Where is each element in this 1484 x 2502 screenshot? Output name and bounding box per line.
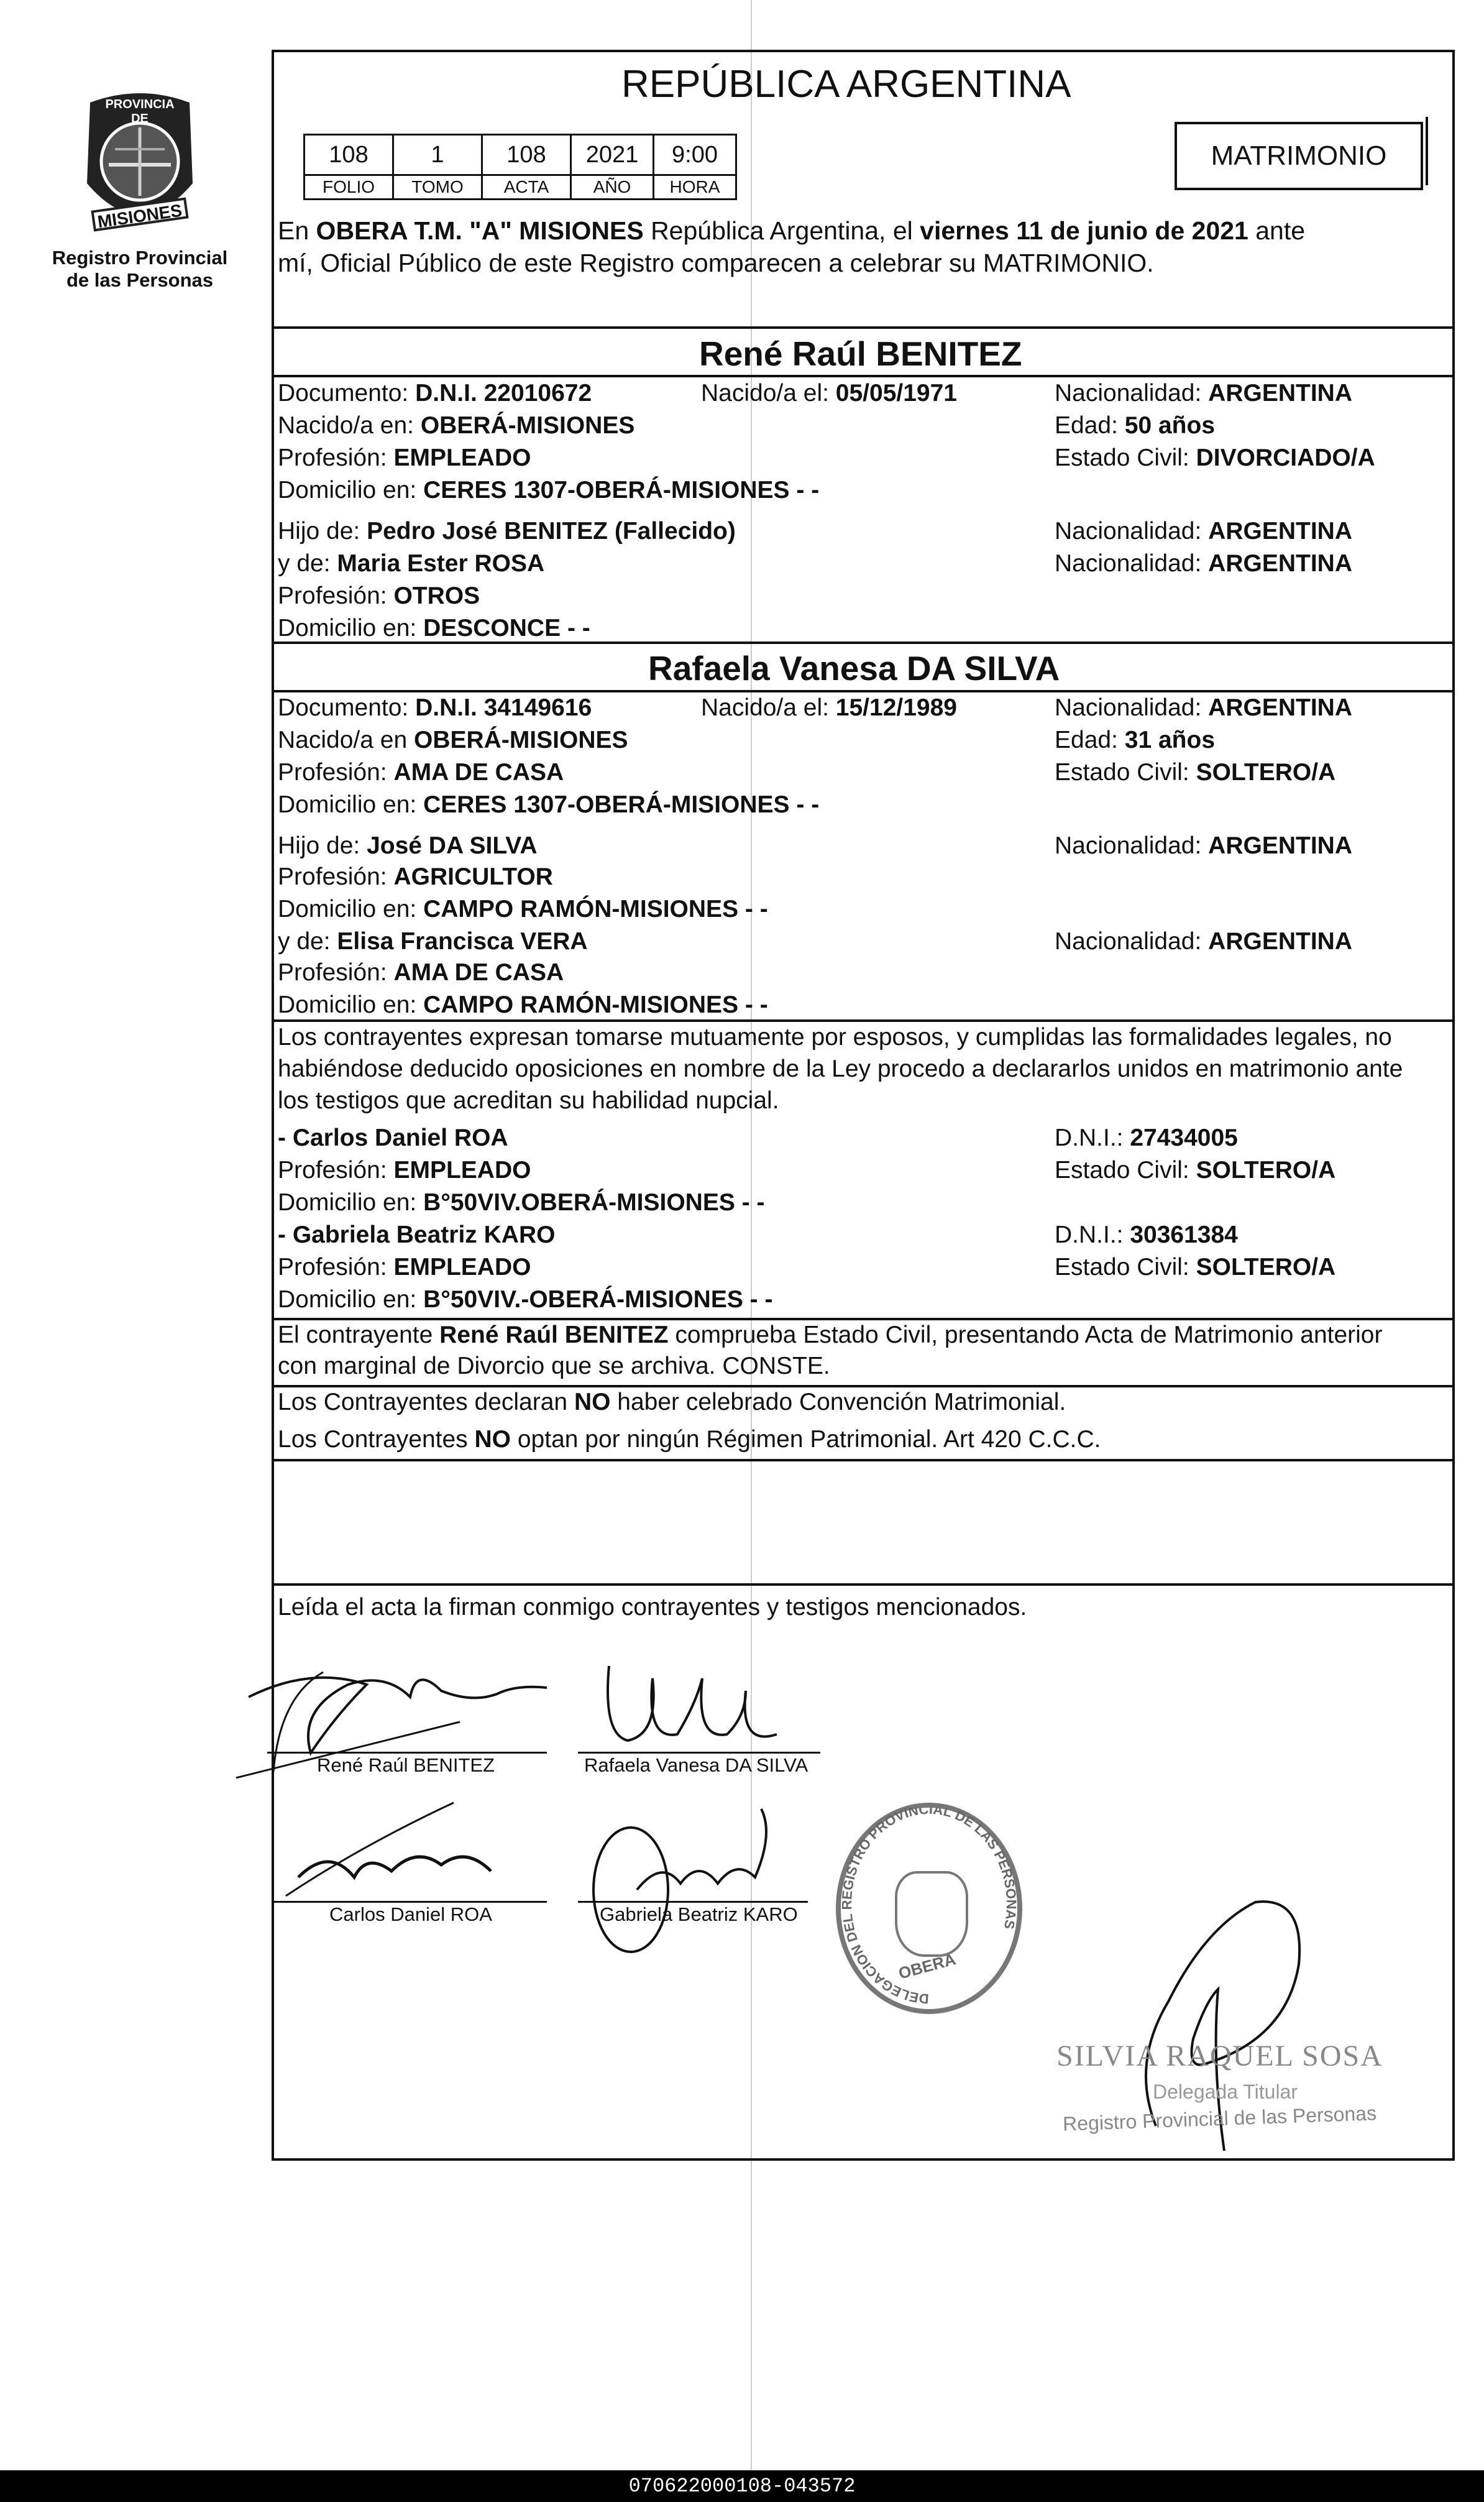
label: D.N.I.: <box>1055 1221 1130 1248</box>
intro-text: ante <box>1248 216 1306 245</box>
label: Nacido/a el: <box>701 380 836 407</box>
bride-father-nationality <box>1055 830 1352 862</box>
logo-ribbon-text: MISIONES <box>96 200 183 232</box>
text: optan por ningún Régimen Patrimonial. Art 420 C.C.C. <box>511 1426 1101 1453</box>
label: Domicilio en: <box>278 896 424 922</box>
page-title: REPÚBLICA ARGENTINA <box>621 63 1071 106</box>
civil-status-note-line1 <box>278 1319 1383 1351</box>
value: SOLTERO/A <box>1196 1254 1336 1281</box>
witness2-civil-status <box>1055 1251 1335 1284</box>
label: Nacionalidad: <box>1055 550 1209 577</box>
value: ARGENTINA <box>1208 694 1353 721</box>
label: Profesión: <box>278 582 394 609</box>
tomo-label: TOMO <box>393 175 482 200</box>
label: y de: <box>278 928 337 955</box>
label: Domicilio en: <box>278 615 424 642</box>
text: comprueba Estado Civil, presentando Acta de Matrimonio anterior <box>668 1322 1383 1348</box>
label: Estado Civil: <box>1055 759 1196 786</box>
groom-parents-address <box>278 612 590 645</box>
label: Hijo de: <box>278 518 367 545</box>
value: SOLTERO/A <box>1196 759 1336 786</box>
value: 30361384 <box>1130 1221 1238 1248</box>
label: Estado Civil: <box>1055 444 1196 471</box>
logo-arc-text: PROVINCIA DE <box>105 98 175 126</box>
bride-father-address <box>278 893 768 926</box>
value: ARGENTINA <box>1208 928 1353 955</box>
bride-age <box>1055 724 1215 757</box>
groom-address <box>278 474 819 507</box>
value: DESCONCE - - <box>423 615 590 642</box>
witness2-name: - Gabriela Beatriz KARO <box>278 1221 556 1248</box>
groom-age <box>1055 410 1215 442</box>
label: Nacionalidad: <box>1055 694 1209 721</box>
value: OBERÁ-MISIONES <box>420 412 635 439</box>
anio-value: 2021 <box>571 135 654 175</box>
bride-signature-line <box>578 1752 820 1754</box>
label: Nacido/a en <box>278 727 414 753</box>
witness1-name: - Carlos Daniel ROA <box>278 1125 508 1151</box>
value: 15/12/1989 <box>835 694 957 721</box>
label: Documento: <box>278 380 416 407</box>
text: Los Contrayentes <box>278 1426 475 1453</box>
note-name: René Raúl BENITEZ <box>439 1322 669 1348</box>
record-meta-table <box>303 134 737 200</box>
label: Nacionalidad: <box>1055 518 1209 545</box>
groom-nationality <box>1055 377 1352 410</box>
label: Nacido/a en: <box>278 412 421 439</box>
no-text: NO <box>474 1426 511 1453</box>
value: AMA DE CASA <box>393 959 564 986</box>
label: Estado Civil: <box>1055 1254 1196 1281</box>
acta-value: 108 <box>482 135 571 175</box>
label: Profesión: <box>278 1157 394 1184</box>
witness1-address <box>278 1187 765 1219</box>
acta-label: ACTA <box>482 175 571 200</box>
value: AMA DE CASA <box>393 759 564 786</box>
label: Domicilio en: <box>278 477 424 504</box>
folio-label: FOLIO <box>305 175 393 200</box>
witness2-signature-label: Gabriela Beatriz KARO <box>600 1903 798 1925</box>
hora-label: HORA <box>654 175 736 200</box>
witness2-dni <box>1055 1219 1238 1251</box>
bride-address <box>278 789 819 821</box>
label: Nacionalidad: <box>1055 928 1209 955</box>
label: Profesión: <box>278 863 394 890</box>
bride-father <box>278 830 538 862</box>
declaration-line1: Los contrayentes expresan tomarse mutuamente por esposos, y cumplidas las formalidades legales, no <box>278 1024 1392 1051</box>
groom-signature-line <box>267 1752 547 1754</box>
witness1-profession <box>278 1154 531 1187</box>
civil-status-note-line2: con marginal de Divorcio que se archiva. CONSTE. <box>278 1353 830 1379</box>
divider <box>272 1459 1455 1461</box>
label: Domicilio en: <box>278 791 424 818</box>
declaration-line2: habiéndose deducido oposiciones en nombre de la Ley procedo a declararlos unidos en matrimonio ante <box>278 1056 1403 1082</box>
witness2-signature <box>575 1796 811 1958</box>
no-text: NO <box>574 1389 611 1415</box>
intro-place: OBERA T.M. "A" MISIONES <box>316 216 644 245</box>
value: OTROS <box>393 582 480 609</box>
label: Hijo de: <box>278 832 367 859</box>
value: ARGENTINA <box>1208 518 1353 545</box>
label: Profesión: <box>278 444 394 471</box>
bride-father-profession <box>278 861 553 893</box>
value: B°50VIV.-OBERÁ-MISIONES - - <box>423 1286 773 1313</box>
tomo-value: 1 <box>393 135 482 175</box>
bride-mother-address <box>278 989 768 1021</box>
witness1-signature-label: Carlos Daniel ROA <box>329 1903 492 1925</box>
bride-document <box>278 692 592 724</box>
bride-mother-profession <box>278 957 564 989</box>
witness1-dni <box>1055 1122 1238 1154</box>
logo-caption-line1: Registro Provincial <box>52 247 228 269</box>
value: EMPLEADO <box>393 1157 531 1184</box>
label: Estado Civil: <box>1055 1157 1196 1184</box>
bride-profession <box>278 757 564 789</box>
bride-birthplace <box>278 724 628 757</box>
value: 50 años <box>1124 412 1216 439</box>
value: 05/05/1971 <box>835 380 957 407</box>
text: Los Contrayentes declaran <box>278 1389 574 1415</box>
value: EMPLEADO <box>393 444 531 471</box>
value: EMPLEADO <box>393 1254 531 1281</box>
value: ARGENTINA <box>1208 550 1353 577</box>
bride-nationality <box>1055 692 1352 724</box>
label: y de: <box>278 550 337 577</box>
divider <box>272 1583 1455 1586</box>
value: José DA SILVA <box>367 832 538 859</box>
groom-mother <box>278 548 544 580</box>
regime-line <box>278 1423 1101 1456</box>
value: CAMPO RAMÓN-MISIONES - - <box>423 991 768 1018</box>
witness2-address <box>278 1284 773 1316</box>
groom-profession <box>278 442 531 474</box>
official-office-stamp: Registro Provincial de las Personas <box>1062 2102 1377 2135</box>
label: Documento: <box>278 694 416 721</box>
groom-document <box>278 377 592 410</box>
witness1-civil-status <box>1055 1154 1335 1187</box>
anio-label: AÑO <box>571 175 654 200</box>
witness1-signature-line <box>273 1901 547 1903</box>
witness1-signature <box>267 1790 578 1915</box>
seal-ring-text: DELEGACION DEL GISTRO PROVINCIAL DE LAS PERS S <box>841 1808 1017 2007</box>
label: Edad: <box>1055 727 1125 753</box>
seal-shield-icon <box>895 1871 968 1957</box>
value: CERES 1307-OBERÁ-MISIONES - - <box>423 791 820 818</box>
intro-line1 <box>278 214 1305 247</box>
value: ARGENTINA <box>1208 832 1353 859</box>
bride-civil-status <box>1055 757 1335 789</box>
bride-birthdate <box>701 692 957 724</box>
official-name-stamp: SILVIA RAQUEL SOSA <box>1056 2040 1383 2072</box>
label: Nacido/a el: <box>701 694 836 721</box>
label: Domicilio en: <box>278 1286 424 1313</box>
value: ARGENTINA <box>1208 380 1353 407</box>
label: Domicilio en: <box>278 1189 424 1216</box>
value: Elisa Francisca VERA <box>337 928 588 955</box>
value: OBERÁ-MISIONES <box>413 727 628 753</box>
groom-mother-nationality <box>1055 548 1352 580</box>
province-logo <box>71 90 208 239</box>
value: D.N.I. 22010672 <box>415 380 592 407</box>
value: B°50VIV.OBERÁ-MISIONES - - <box>423 1189 765 1216</box>
value: AGRICULTOR <box>393 863 553 890</box>
groom-signature-label: René Raúl BENITEZ <box>317 1754 495 1776</box>
bride-name: Rafaela Vanesa DA SILVA <box>648 649 1060 688</box>
logo-caption <box>50 247 230 292</box>
groom-civil-status <box>1055 442 1375 474</box>
value: D.N.I. 34149616 <box>415 694 592 721</box>
folio-value: 108 <box>305 135 393 175</box>
label: Nacionalidad: <box>1055 832 1209 859</box>
intro-text: República Argentina, el <box>643 216 920 245</box>
document-barcode-footer: 070622000108-043572 <box>0 2470 1484 2502</box>
witness2-signature-line <box>578 1901 808 1903</box>
official-role-stamp: Delegada Titular <box>1153 2081 1298 2103</box>
value: Maria Ester ROSA <box>337 550 545 577</box>
label: Profesión: <box>278 759 394 786</box>
convention-line <box>278 1386 1066 1419</box>
closing-statement: Leída el acta la firman conmigo contrayentes y testigos mencionados. <box>278 1594 1027 1621</box>
label: D.N.I.: <box>1055 1125 1130 1151</box>
value: 31 años <box>1124 727 1216 753</box>
groom-father-nationality <box>1055 515 1352 548</box>
declaration-line3: los testigos que acreditan su habilidad nupcial. <box>278 1087 779 1114</box>
label: Profesión: <box>278 1254 394 1281</box>
groom-parents-profession <box>278 580 480 612</box>
witness2-profession <box>278 1251 531 1284</box>
bride-mother <box>278 926 588 958</box>
label: Domicilio en: <box>278 991 424 1018</box>
hora-value: 9:00 <box>654 135 736 175</box>
groom-father <box>278 515 736 548</box>
value: DIVORCIADO/A <box>1196 444 1375 471</box>
value: CAMPO RAMÓN-MISIONES - - <box>423 896 768 922</box>
bride-signature <box>590 1641 802 1753</box>
label: Edad: <box>1055 412 1125 439</box>
bride-signature-label: Rafaela Vanesa DA SILVA <box>584 1754 808 1776</box>
label: Nacionalidad: <box>1055 380 1209 407</box>
groom-birthplace <box>278 410 634 442</box>
intro-line2: mí, Oficial Público de este Registro comparecen a celebrar su MATRIMONIO. <box>278 249 1154 277</box>
divider <box>272 642 1455 644</box>
text: El contrayente <box>278 1322 440 1348</box>
value: 27434005 <box>1130 1125 1238 1151</box>
value: CERES 1307-OBERÁ-MISIONES - - <box>423 477 820 504</box>
label: Profesión: <box>278 959 394 986</box>
value: Pedro José BENITEZ (Fallecido) <box>367 518 736 545</box>
intro-text: En <box>278 216 316 245</box>
value: SOLTERO/A <box>1196 1157 1336 1184</box>
document-type-box: MATRIMONIO <box>1175 122 1423 190</box>
bride-mother-nationality <box>1055 926 1352 958</box>
divider <box>272 326 1455 329</box>
text: haber celebrado Convención Matrimonial. <box>610 1389 1066 1415</box>
seal-city: OBERA <box>896 1949 958 1983</box>
logo-caption-line2: de las Personas <box>66 269 214 291</box>
groom-name: René Raúl BENITEZ <box>699 334 1022 373</box>
intro-date: viernes 11 de junio de 2021 <box>920 216 1248 245</box>
groom-birthdate <box>701 377 957 410</box>
